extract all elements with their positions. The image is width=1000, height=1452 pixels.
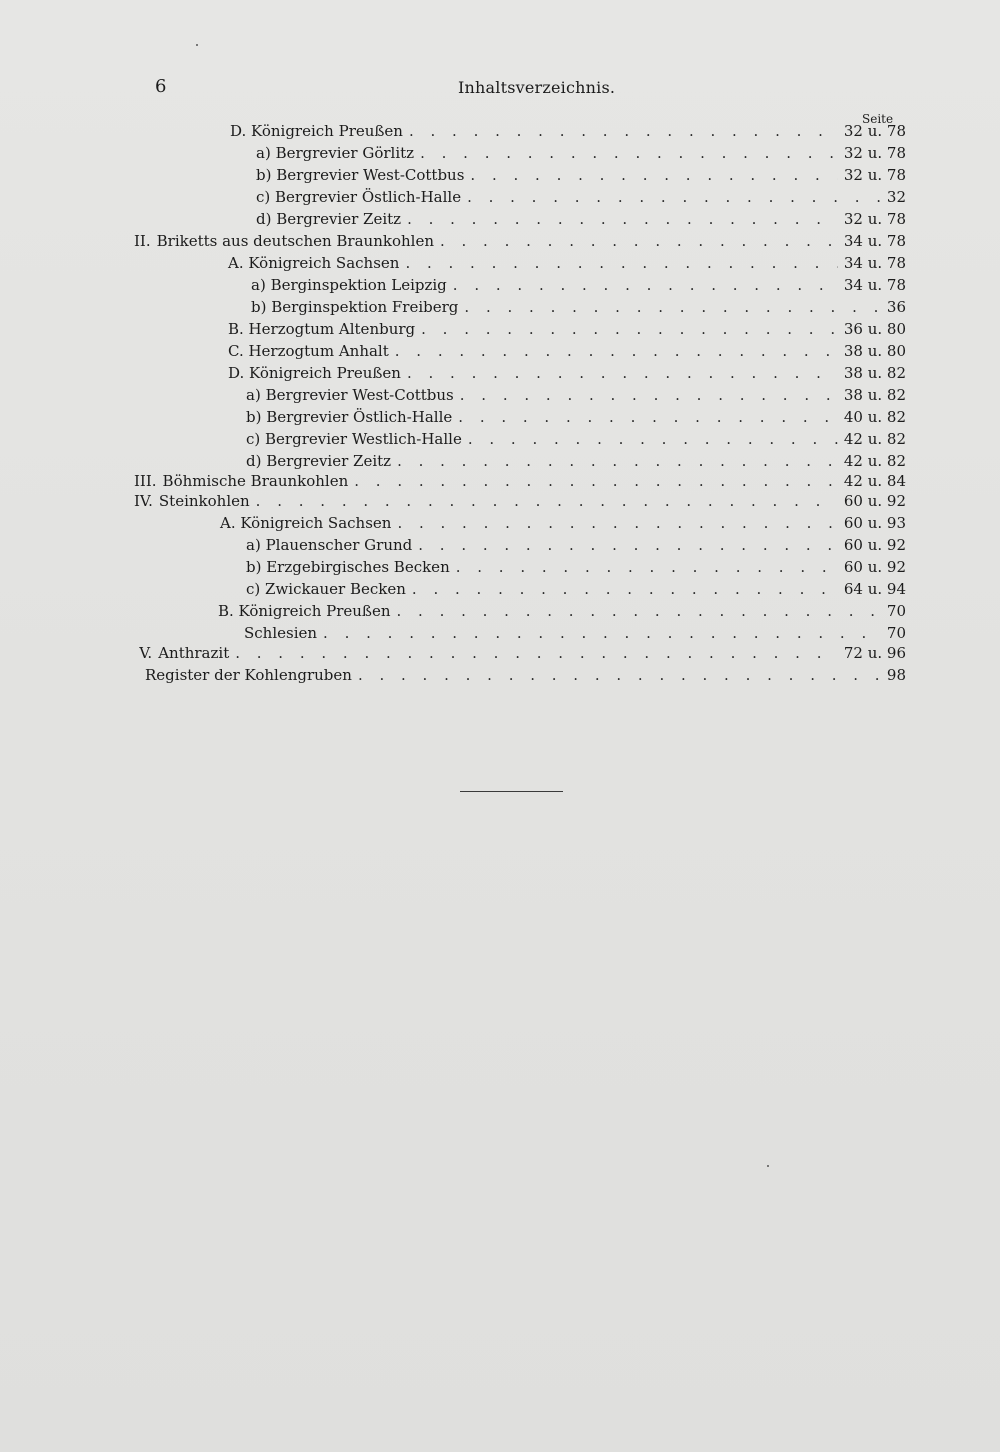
toc-entry [230,122,906,142]
toc-entry-page: 42 u. 82 [843,452,906,470]
dot-leader [358,666,881,684]
toc-entry [134,644,906,664]
toc-entry [220,514,906,534]
toc-entry-page: 60 u. 92 [843,536,906,554]
toc-entry [246,536,906,556]
closing-rule [460,791,563,792]
toc-entry-title: Schlesien [244,624,318,642]
toc-entry [134,492,906,512]
dot-leader [407,210,838,228]
dot-leader [421,320,838,338]
toc-entry-title: Register der Kohlengruben [145,666,352,684]
toc-entry-page: 32 [886,188,906,206]
toc-entry-title: d) Bergrevier Zeitz [256,210,402,228]
dot-leader [456,558,838,576]
toc-entry [246,580,906,600]
toc-entry-page: 32 u. 78 [843,144,906,162]
toc-entry-title: Steinkohlen [158,492,250,510]
toc-entry-page: 38 u. 82 [843,364,906,382]
toc-entry [134,232,906,252]
paper-speck [767,1165,769,1167]
toc-entry-title: c) Bergrevier Westlich-Halle [246,430,462,448]
dot-leader [464,298,880,316]
dot-leader [395,342,838,360]
toc-entry-page: 40 u. 82 [843,408,906,426]
toc-entry [228,320,906,340]
toc-entry-numeral: II. [134,232,151,250]
toc-entry [251,298,906,318]
toc-entry [228,364,906,384]
toc-entry-page: 32 u. 78 [843,210,906,228]
toc-entry-title: C. Herzogtum Anhalt [228,342,389,360]
dot-leader [409,122,838,140]
dot-leader [397,602,881,620]
toc-entry-title: d) Bergrevier Zeitz [246,452,392,470]
toc-entry [228,254,906,274]
dot-leader [405,254,837,272]
toc-entry-numeral: III. [134,472,157,490]
dot-leader [458,408,838,426]
toc-entry-title: a) Bergrevier Görlitz [256,144,415,162]
toc-entry [246,452,906,472]
toc-entry-title: B. Herzogtum Altenburg [228,320,416,338]
toc-entry-title: b) Berginspektion Freiberg [251,298,459,316]
toc-entry-title: A. Königreich Sachsen [220,514,392,532]
toc-entry-page: 70 [886,624,906,642]
toc-entry-page: 34 u. 78 [843,254,906,272]
toc-entry [256,144,906,164]
dot-leader [460,386,838,404]
toc-entry-title: b) Bergrevier Östlich-Halle [246,408,453,426]
toc-entry [228,342,906,362]
dot-leader [420,144,838,162]
toc-entry [256,188,906,208]
dot-leader [323,624,881,642]
paper-speck [196,44,198,46]
dot-leader [440,232,838,250]
toc-entry-title: D. Königreich Preußen [230,122,403,140]
toc-entry-title: b) Erzgebirgisches Becken [246,558,450,576]
toc-entry [246,386,906,406]
dot-leader [468,430,838,448]
dot-leader [470,166,837,184]
toc-entry-page: 36 u. 80 [843,320,906,338]
toc-entry-numeral: IV. [134,492,153,510]
dot-leader [412,580,838,598]
toc-entry [244,624,906,644]
dot-leader [397,514,837,532]
toc-entry [218,602,906,622]
dot-leader [256,492,838,510]
toc-entry-title: b) Bergrevier West-Cottbus [256,166,465,184]
toc-entry-title: a) Bergrevier West-Cottbus [246,386,454,404]
toc-entry-page: 34 u. 78 [843,232,906,250]
toc-entry-title: Briketts aus deutschen Braunkohlen [156,232,434,250]
dot-leader [235,644,838,662]
toc-entry-page: 42 u. 84 [843,472,906,490]
toc-entry-title: D. Königreich Preußen [228,364,401,382]
page-number: 6 [155,76,167,97]
toc-entry-title: a) Plauenscher Grund [246,536,413,554]
dot-leader [397,452,838,470]
toc-entry-page: 34 u. 78 [843,276,906,294]
toc-entry-page: 98 [886,666,906,684]
toc-entry-page: 38 u. 80 [843,342,906,360]
toc-entry-page: 32 u. 78 [843,122,906,140]
toc-entry-page: 32 u. 78 [843,166,906,184]
toc-entry-page: 38 u. 82 [843,386,906,404]
toc-entry-title: c) Zwickauer Becken [246,580,406,598]
dot-leader [354,472,838,490]
toc-entry-page: 72 u. 96 [843,644,906,662]
toc-entry [256,210,906,230]
toc-entry [246,558,906,578]
toc-entry-page: 36 [886,298,906,316]
toc-entry-page: 60 u. 92 [843,492,906,510]
toc-entry [251,276,906,296]
toc-entry [145,666,906,686]
dot-leader [407,364,838,382]
toc-entry [246,408,906,428]
toc-entry-title: B. Königreich Preußen [218,602,391,620]
toc-entry [134,472,906,492]
toc-entry-page: 70 [886,602,906,620]
toc-entry-page: 60 u. 92 [843,558,906,576]
dot-leader [418,536,838,554]
toc-entry-page: 60 u. 93 [843,514,906,532]
toc-entry-title: Böhmische Braunkohlen [162,472,349,490]
toc-entry [256,166,906,186]
dot-leader [467,188,881,206]
seite-column-label: Seite [862,112,894,126]
running-head-title: Inhaltsverzeichnis. [458,78,616,97]
toc-entry-title: Anthrazit [158,644,230,662]
toc-entry-title: A. Königreich Sachsen [228,254,400,272]
dot-leader [453,276,838,294]
toc-entry-page: 64 u. 94 [843,580,906,598]
toc-entry-page: 42 u. 82 [843,430,906,448]
toc-entry-title: c) Bergrevier Östlich-Halle [256,188,462,206]
toc-entry [246,430,906,450]
toc-entry-title: a) Berginspektion Leipzig [251,276,447,294]
toc-entry-numeral: V. [139,644,153,662]
